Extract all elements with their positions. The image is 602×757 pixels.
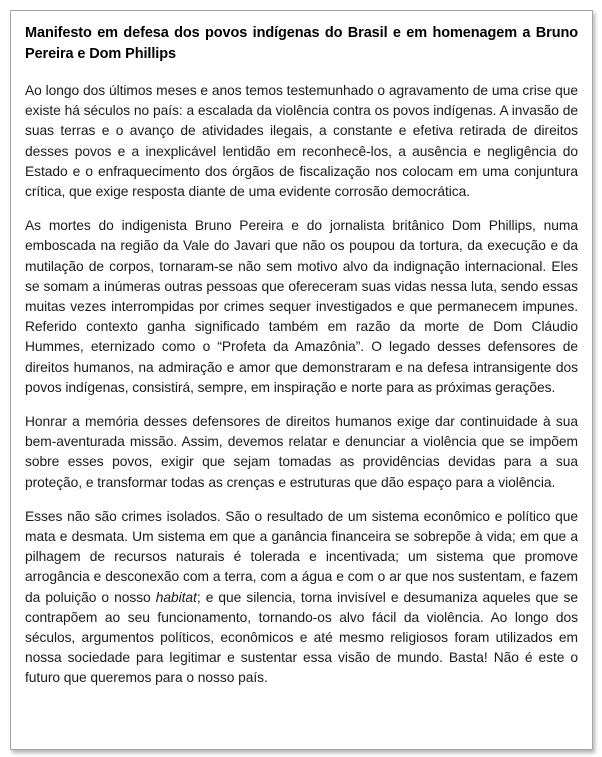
- paragraph-system: [25, 507, 578, 689]
- paragraph-system-text-after: ; e que silencia, torna invisível e desumaniza aqueles que se contrapõem ao seu funcionamento, tornando-os alvo fácil da violência. Ao longo dos séculos, argumentos políticos, econômicos e até mesmo religiosos foram utilizados em nossa sociedade para legitimar e sustentar essa visão de mundo. Basta! Não é este o futuro que queremos para o nosso país.: [25, 589, 578, 686]
- paragraph-crisis: Ao longo dos últimos meses e anos temos testemunhado o agravamento de uma crise que existe há séculos no país: a escalada da violência contra os povos indígenas. A invasão de suas terras e o avanço de atividades ilegais, a constante e efetiva retirada de direitos desses povos e a inexplicável lentidão em reconhecê-los, a ausência e negligência do Estado e o enfraquecimento dos órgãos de fiscalização nos colocam em uma conjuntura crítica, que exige resposta diante de uma evidente corrosão democrática.: [25, 83, 578, 200]
- paragraph-system-text-before: Esses não são crimes isolados. São o resultado de um sistema econômico e político que mata e desmata. Um sistema em que a ganância financeira se sobrepõe à vida; em que a pilhagem de recursos naturais é tolerada e incentivada; um sistema que promove arrogância e desconexão com a terra, com a água e com o ar que nos sustentam, e fazem da poluição o nosso: [25, 508, 578, 605]
- paragraph-honor: Honrar a memória desses defensores de direitos humanos exige dar continuidade à sua bem-aventurada missão. Assim, devemos relatar e denunciar a violência que se impõem sobre esses povos, exigir que sejam tomadas as providências devidas para a sua proteção, e transformar todas as crenças e estruturas que dão espaço para a violência.: [25, 414, 578, 490]
- document-page: [10, 10, 593, 750]
- paragraph-system-italic-word: habitat: [155, 589, 197, 605]
- document-title: Manifesto em defesa dos povos indígenas do Brasil e em homenagem a Bruno Pereira e Dom Phillips: [25, 25, 578, 62]
- paragraph-deaths: As mortes do indigenista Bruno Pereira e do jornalista britânico Dom Phillips, numa emboscada na região da Vale do Javari que não os poupou da tortura, da execução e da mutilação de corpos, tornaram-se não sem motivo alvo da indignação internacional. Eles se somam a inúmeras outras pessoas que ofereceram suas vidas nessa luta, sendo essas muitas vezes interrompidas por crimes sequer investigados e que permanecem impunes. Referido contexto ganha significado também em razão da morte de Dom Cláudio Hummes, eternizado como o “Profeta da Amazônia”. O legado desses defensores de direitos humanos, na admiração e amor que demonstraram e na defesa intransigente dos povos indígenas, consistirá, sempre, em inspiração e norte para as próximas gerações.: [25, 218, 578, 395]
